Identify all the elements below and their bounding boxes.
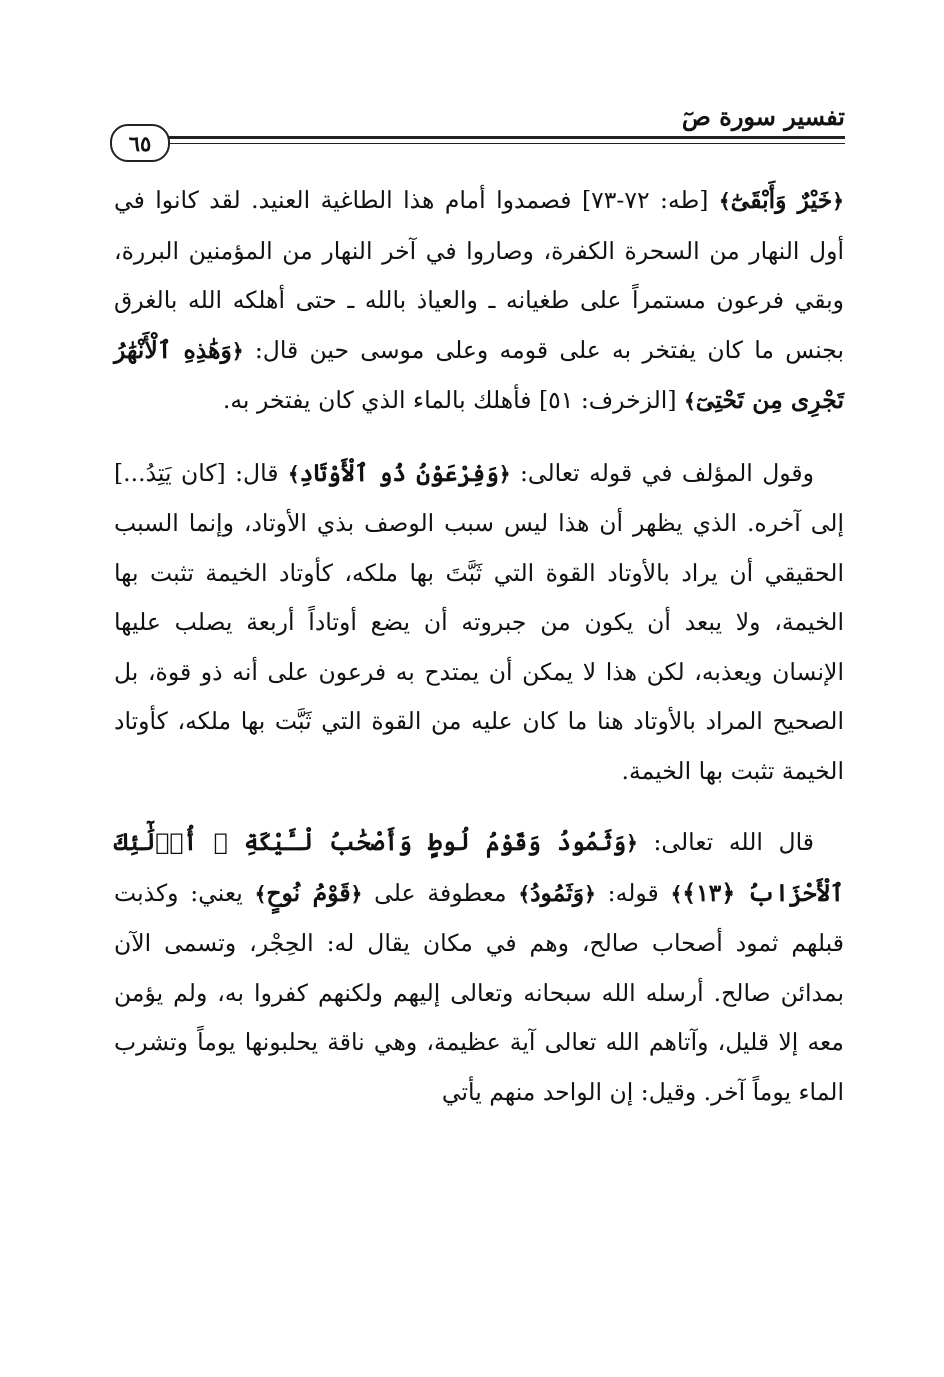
quran-verse: وَهَٰذِهِ ٱلْأَنْهَٰرُ تَجْرِى مِن تَحْتِىٓ <box>114 335 844 414</box>
paragraph-2 <box>114 449 844 797</box>
paragraph-text: [الزخرف: ٥١] فأهلك بالماء الذي كان يفتخر به. <box>222 386 684 414</box>
page-number: ٦٥ <box>110 124 170 162</box>
quran-word: قَوْمُ نُوحٍ <box>266 878 351 907</box>
paragraph-text: قال الله تعالى: <box>637 828 814 856</box>
quran-verse: خَيْرٌ وَأَبْقَىٰٓ <box>730 186 833 214</box>
header-rule-thick <box>166 136 845 139</box>
paragraph-text: [طه: ٧٢-٧٣] فصمدوا أمام هذا الطاغية العنيد. لقد كانوا في أول النهار من السحرة الكفرة، وصاروا في آخر النهار من المؤمنين البررة، وبقي فرعون مستمراً على طغيانه ـ والعياذ بالله ـ حتى أهلكه الله بالغرق بجنس ما كان يفتخر به على قومه وعلى موسى حين قال: <box>114 186 844 364</box>
ornate-bracket-close: ﴾ <box>254 881 267 906</box>
scan-artifact <box>66 1280 96 1286</box>
paragraph-text: يعني: وكذبت قبلهم ثمود أصحاب صالح، وهم في مكان يقال له: الحِجْر، وتسمى الآن بمدائن صالح. أرسله الله سبحانه وتعالى إليهم ولكنهم كفروا به، ولم يؤمن معه إلا قليل، وآتاهم الله تعالى آية عظيمة، وهي ناقة يحلبونها يوماً وتشرب الماء يوماً آخر. وقيل: إن الواحد منهم يأتي <box>114 878 844 1106</box>
ornate-bracket-close: ﴾ <box>518 881 531 906</box>
ornate-bracket-open: ﴿ <box>498 461 511 486</box>
paragraph-text: معطوفة على <box>362 878 519 907</box>
paragraph-gap <box>114 427 844 449</box>
paragraph-gap <box>114 796 844 818</box>
paragraph-1 <box>114 176 844 427</box>
ornate-bracket-open: ﴿ <box>584 881 596 906</box>
paragraph-text: وقول المؤلف في قوله تعالى: <box>510 458 814 487</box>
ornate-bracket-open: ﴿ <box>626 831 638 855</box>
paragraph-3 <box>114 818 844 1117</box>
quran-verse: وَفِرْعَوْنُ ذُو ٱلْأَوْتَادِ <box>299 458 499 487</box>
ornate-bracket-close: ﴾ <box>683 389 696 413</box>
paragraph-text: قوله: <box>595 878 671 907</box>
running-title: تفسير سورة صٓ <box>681 102 845 131</box>
ornate-bracket-open: ﴿ <box>350 881 363 906</box>
page-body <box>114 176 844 1117</box>
quran-word: وَثَمُودُ <box>530 878 585 907</box>
ornate-bracket-open: ﴿ <box>231 338 244 363</box>
ornate-bracket-close: ﴾ <box>670 881 683 906</box>
paragraph-text: قال: [كان يَتِدُ...] إلى آخره. الذي يظهر أن هذا ليس سبب الوصف بذي الأوتاد، وإنما السبب الحقيقي أن يراد بالأوتاد القوة التي ثَبَّتَ بها ملكه، كأوتاد الخيمة تثبت بها الخيمة، ولا يبعد أن يكون من جبروته أن يضع أوتاداً أربعة يصلب عليها الإنسان ويعذبه، لكن هذا لا يمكن أن يمتدح به فرعون على أنه ذو قوة، بل الصحيح المراد بالأوتاد هنا ما كان عليه من القوة التي ثَبَّت بها ملكه، كأوتاد الخيمة تثبت بها الخيمة. <box>114 458 844 785</box>
ornate-bracket-close: ﴾ <box>718 189 731 213</box>
ornate-bracket-open: ﴿ <box>832 189 844 213</box>
quran-verse: وَثَمُودُ وَقَوْمُ لُوطٍ وَأَصْحَٰبُ لْـَٔيْكَةِ ۚ أُو۟لَٰٓئِكَ ٱلْأَحْزَابُ ﴿١٣﴾ <box>114 828 844 907</box>
header-rule-thin <box>166 143 845 144</box>
page-header <box>110 100 845 160</box>
ornate-bracket-close: ﴾ <box>287 461 300 486</box>
